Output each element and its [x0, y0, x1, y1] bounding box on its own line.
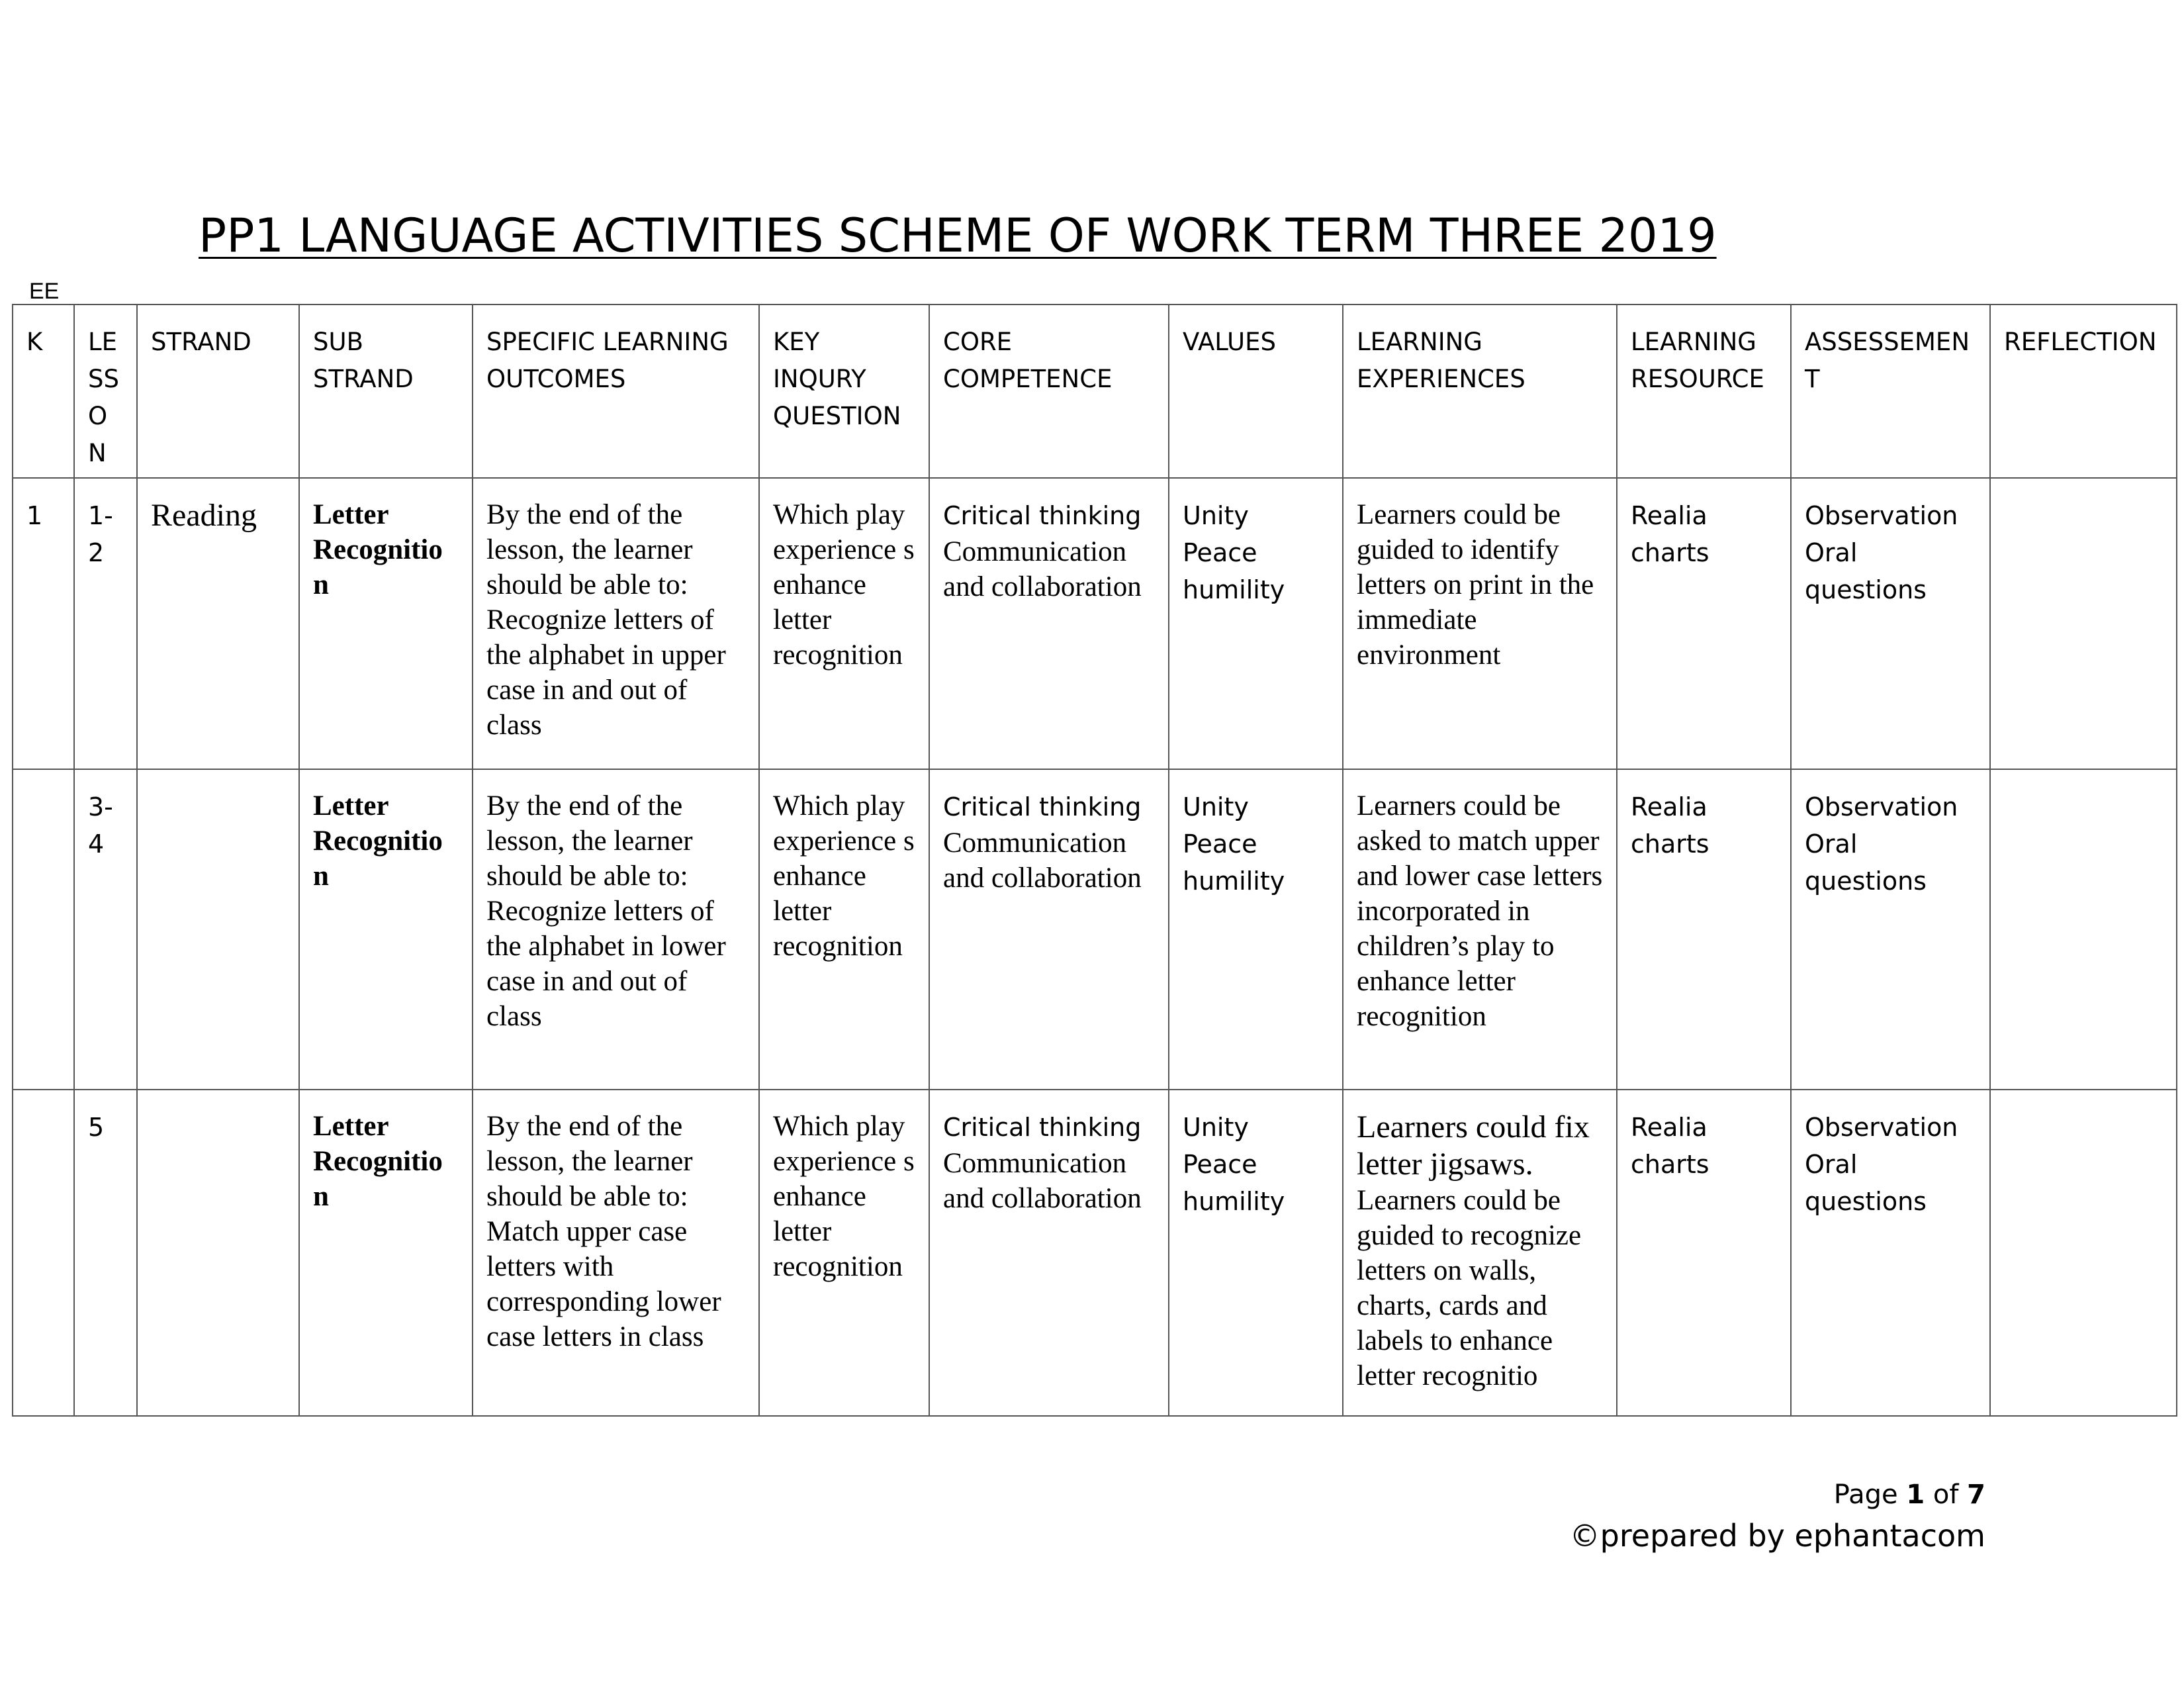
cell-lesson: 5	[74, 1090, 137, 1416]
cell-week	[13, 1090, 74, 1416]
competence-line: Communication and collaboration	[943, 1148, 1142, 1214]
cell-sub-strand: Letter Recognitio n	[299, 478, 473, 769]
competence-line: Critical thinking	[943, 1113, 1142, 1142]
cell-values: Unity Peace humility	[1169, 478, 1343, 769]
copyright-text: ©prepared by ephantacom	[1569, 1518, 1985, 1554]
cell-strand	[137, 1090, 299, 1416]
page-footer	[1570, 1475, 1985, 1557]
cell-inquiry: Which play experience s enhance letter recognition	[759, 1090, 929, 1416]
header-resource: LEARNING RESOURCE	[1617, 305, 1791, 478]
header-lesson-part: O	[88, 402, 108, 430]
header-inquiry: KEY INQURY QUESTION	[759, 305, 929, 478]
cell-resource: Realia charts	[1617, 1090, 1791, 1416]
header-lesson	[74, 305, 137, 478]
header-experiences: LEARNING EXPERIENCES	[1343, 305, 1617, 478]
table-row	[13, 1090, 2177, 1416]
cell-reflection	[1990, 769, 2177, 1090]
competence-line: Communication and collaboration	[943, 536, 1142, 602]
competence-line: Communication and collaboration	[943, 827, 1142, 894]
scheme-of-work-table	[12, 304, 2177, 1417]
header-fragment: EE	[29, 279, 60, 304]
page-number	[1570, 1475, 1985, 1515]
cell-week: 1	[13, 478, 74, 769]
cell-outcomes: By the end of the lesson, the learner should be able to: Recognize letters of the alphabet in lower case in and out of class	[473, 769, 759, 1090]
cell-lesson: 3- 4	[74, 769, 137, 1090]
cell-sub-strand: Letter Recognitio n	[299, 769, 473, 1090]
table-row	[13, 478, 2177, 769]
cell-reflection	[1990, 1090, 2177, 1416]
header-lesson-part: SS	[88, 365, 119, 393]
cell-assessment: Observation Oral questions	[1791, 478, 1990, 769]
cell-competence	[929, 478, 1169, 769]
cell-outcomes: By the end of the lesson, the learner should be able to: Recognize letters of the alphabet in upper case in and out of class	[473, 478, 759, 769]
header-lesson-part: LE	[88, 328, 117, 356]
cell-assessment: Observation Oral questions	[1791, 1090, 1990, 1416]
cell-lesson: 1- 2	[74, 478, 137, 769]
cell-resource: Realia charts	[1617, 769, 1791, 1090]
cell-reflection	[1990, 478, 2177, 769]
cell-values: Unity Peace humility	[1169, 1090, 1343, 1416]
page-label: Page	[1833, 1479, 1898, 1510]
document-title: PP1 LANGUAGE ACTIVITIES SCHEME OF WORK TERM THREE 2019	[199, 209, 1717, 263]
header-strand: STRAND	[137, 305, 299, 478]
header-week: K	[13, 305, 74, 478]
header-sub-strand: SUB STRAND	[299, 305, 473, 478]
cell-outcomes: By the end of the lesson, the learner should be able to: Match upper case letters with corresponding lower case letters in class	[473, 1090, 759, 1416]
header-competence: CORE COMPETENCE	[929, 305, 1169, 478]
table-row	[13, 769, 2177, 1090]
cell-competence	[929, 769, 1169, 1090]
cell-week	[13, 769, 74, 1090]
header-reflection: REFLECTION	[1990, 305, 2177, 478]
cell-inquiry: Which play experience s enhance letter recognition	[759, 769, 929, 1090]
page-current: 1	[1906, 1479, 1925, 1510]
cell-strand	[137, 769, 299, 1090]
competence-line: Critical thinking	[943, 501, 1142, 530]
cell-experiences: Learners could be asked to match upper and lower case letters incorporated in children’s play to enhance letter recognition	[1343, 769, 1617, 1090]
cell-experiences: Learners could be guided to identify letters on print in the immediate environment	[1343, 478, 1617, 769]
cell-assessment: Observation Oral questions	[1791, 769, 1990, 1090]
cell-resource: Realia charts	[1617, 478, 1791, 769]
header-values: VALUES	[1169, 305, 1343, 478]
cell-experiences	[1343, 1090, 1617, 1416]
page-total: 7	[1967, 1479, 1985, 1510]
competence-line: Critical thinking	[943, 792, 1142, 821]
cell-values: Unity Peace humility	[1169, 769, 1343, 1090]
cell-inquiry: Which play experience s enhance letter recognition	[759, 478, 929, 769]
cell-sub-strand: Letter Recognitio n	[299, 1090, 473, 1416]
header-outcomes: SPECIFIC LEARNING OUTCOMES	[473, 305, 759, 478]
page-of: of	[1933, 1479, 1959, 1510]
header-lesson-part: N	[88, 439, 107, 467]
experiences-line: Learners could fix letter jigsaws.	[1357, 1109, 1590, 1182]
header-assessment: ASSESSEMEN T	[1791, 305, 1990, 478]
table-header-row	[13, 305, 2177, 478]
cell-strand: Reading	[137, 478, 299, 769]
cell-competence	[929, 1090, 1169, 1416]
experiences-line: Learners could be guided to recognize letters on walls, charts, cards and labels to enhance letter recognitio	[1357, 1185, 1582, 1391]
